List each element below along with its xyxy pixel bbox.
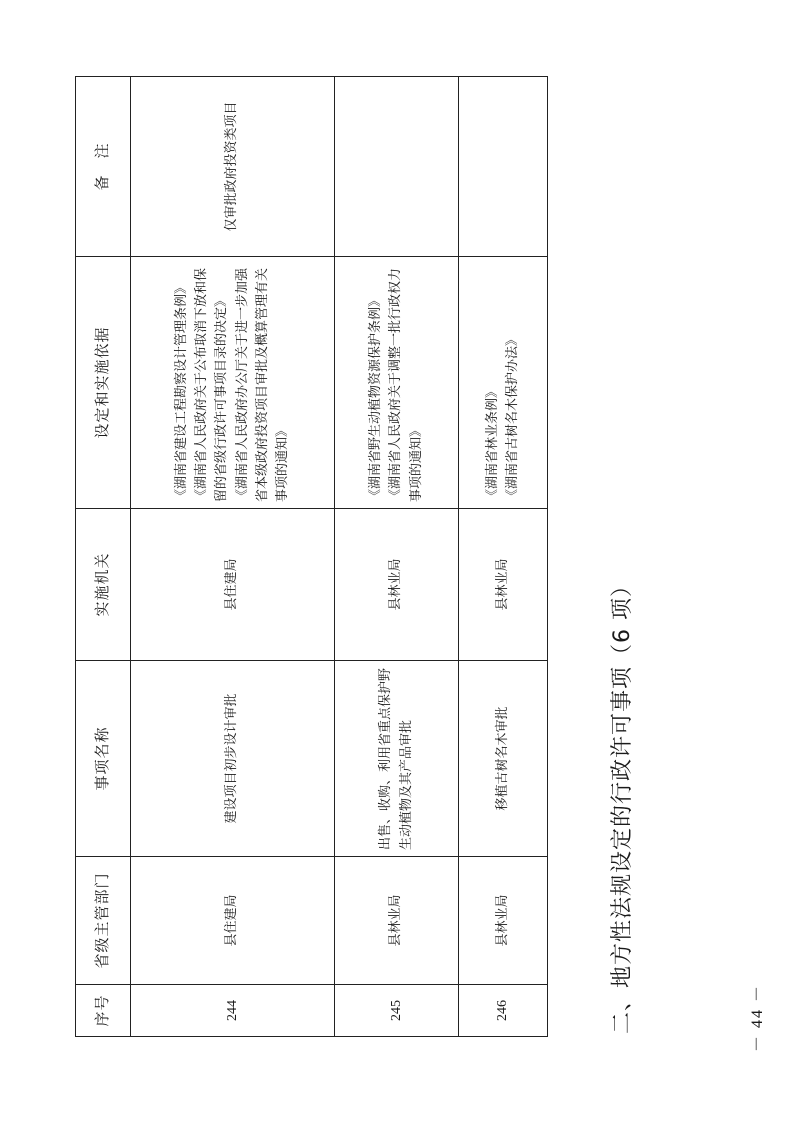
table-header-row	[76, 77, 131, 1037]
cell-item: 出售、收购、利用省重点保护野生动植物及其产品审批	[335, 661, 459, 857]
cell-item: 移植古树名木审批	[459, 661, 548, 857]
cell-basis	[335, 257, 459, 509]
cell-remark	[459, 77, 548, 257]
basis-line: 《湖南省古树名木保护办法》	[505, 332, 520, 502]
cell-basis	[131, 257, 335, 509]
basis-line: 《湖南省建设工程勘察设计管理条例》	[174, 280, 190, 502]
basis-line: 《湖南省人民政府关于公布取消下放和保留的省级行政许可事项目录的决定》	[194, 267, 230, 502]
cell-basis	[459, 257, 548, 509]
table-row	[335, 77, 459, 1037]
basis-line: 《湖南省人民政府办公厅关于进一步加强省本级政府投资项目审批及概算管理有关事项的通知》	[234, 267, 290, 502]
basis-line: 《湖南省人民政府关于调整一批行政权力事项的通知》	[388, 267, 424, 502]
cell-agency: 县住建局	[131, 509, 335, 661]
cell-remark: 仅审批政府投资类项目	[131, 77, 335, 257]
cell-seq: 245	[335, 985, 459, 1037]
basis-line: 《湖南省林业条例》	[484, 384, 500, 502]
header-dept: 省级主管部门	[76, 857, 131, 985]
permit-table	[75, 76, 548, 1037]
cell-agency: 县林业局	[335, 509, 459, 661]
cell-item: 建设项目初步设计审批	[131, 661, 335, 857]
header-item: 事项名称	[76, 661, 131, 857]
cell-dept: 县住建局	[131, 857, 335, 985]
page-title: 二、地方性法规设定的行政许可事项（6 项）	[610, 574, 635, 1034]
header-agency: 实施机关	[76, 509, 131, 661]
cell-remark	[335, 77, 459, 257]
header-remark: 备 注	[76, 77, 131, 257]
cell-seq: 246	[459, 985, 548, 1037]
cell-agency: 县林业局	[459, 509, 548, 661]
cell-dept: 县林业局	[335, 857, 459, 985]
basis-line: 《湖南省野生动植物资源保护条例》	[368, 293, 384, 502]
cell-seq: 244	[131, 985, 335, 1037]
header-basis: 设定和实施依据	[76, 257, 131, 509]
cell-dept: 县林业局	[459, 857, 548, 985]
table-row	[459, 77, 548, 1037]
page-number: － 44 －	[749, 983, 766, 1052]
header-seq: 序号	[76, 985, 131, 1037]
table-row	[131, 77, 335, 1037]
